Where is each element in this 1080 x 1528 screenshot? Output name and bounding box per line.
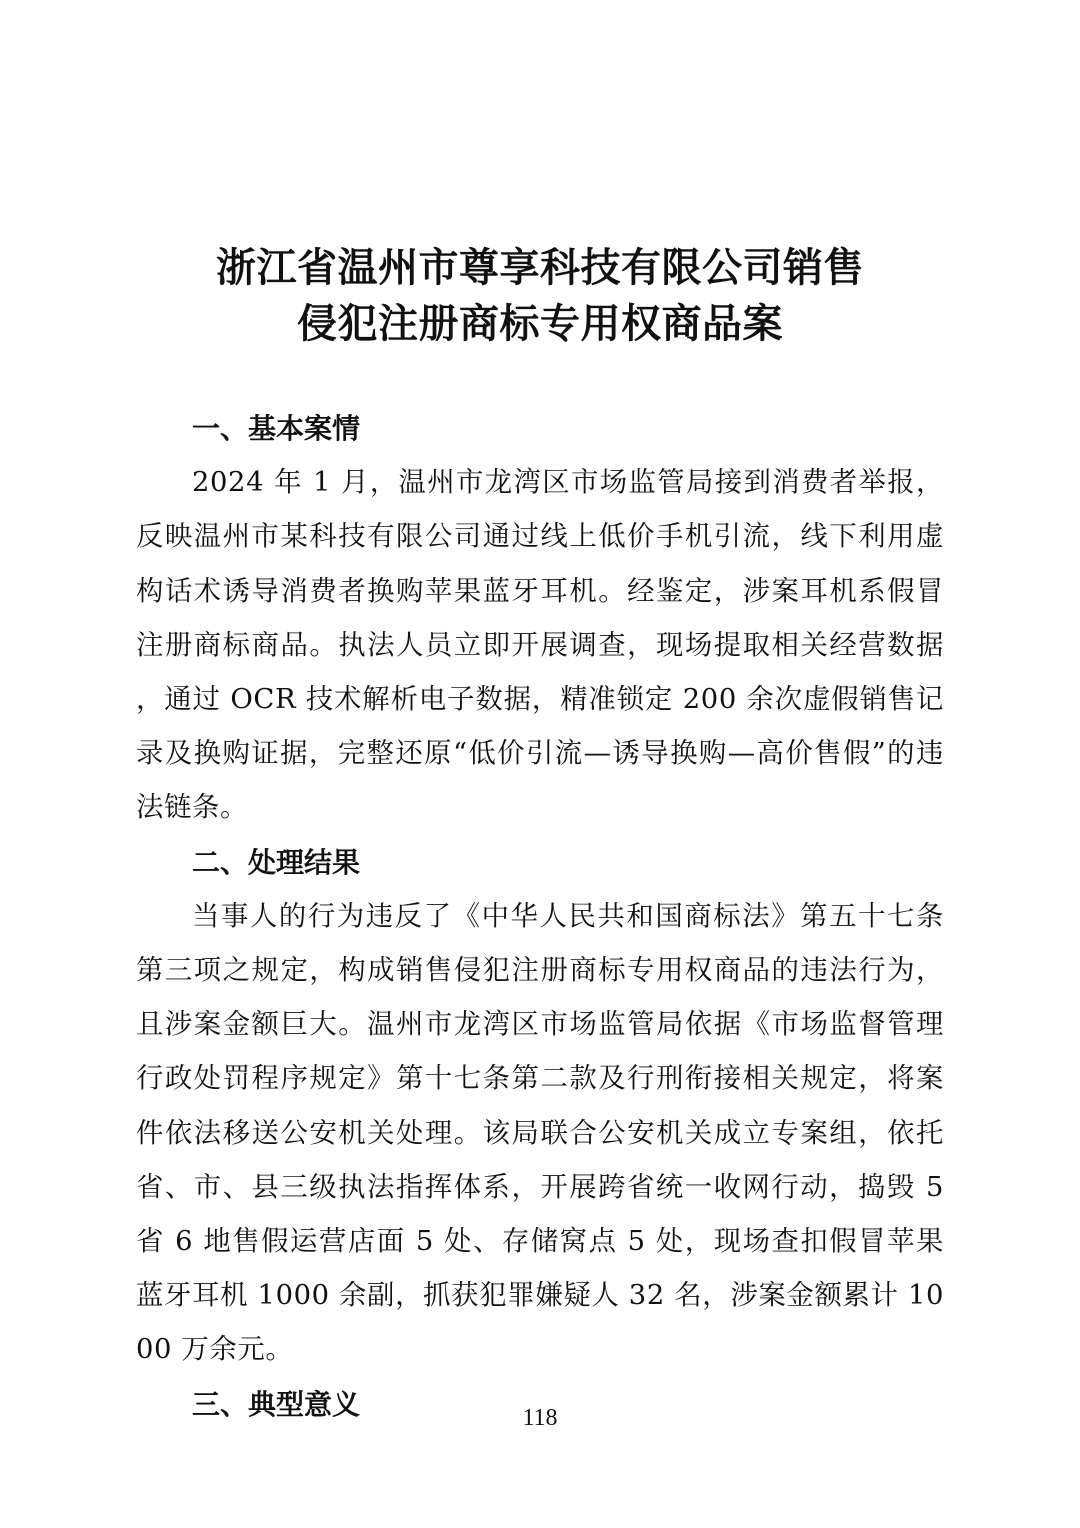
document-title	[130, 240, 950, 352]
title-line-1: 浙江省温州市尊享科技有限公司销售	[216, 244, 864, 291]
section-heading-significance: 三、典型意义	[192, 1387, 361, 1421]
section-body-basic-facts: 2024 年 1 月，温州市龙湾区市场监管局接到消费者举报，反映温州市某科技有限公司通过线上低价手机引流，线下利用虚构话术诱导消费者换购苹果蓝牙耳机。经鉴定，涉案耳机系假冒注册商标商品。执法人员立即开展调查，现场提取相关经营数据，通过 OCR 技术解析电子数据，精准锁定 200 余次虚假销售记录及换购证据，完整还原“低价引流—诱导换购—高价售假”的违法链条。	[136, 467, 944, 824]
section-heading-basic-facts: 一、基本案情	[192, 412, 361, 445]
title-line-2: 侵犯注册商标专用权商品案	[297, 300, 783, 347]
page-number: 118	[522, 1405, 558, 1431]
document-body	[136, 402, 944, 1432]
section-body-handling-result: 当事人的行为违反了《中华人民共和国商标法》第五十七条第三项之规定，构成销售侵犯注册商标专用权商品的违法行为，且涉案金额巨大。温州市龙湾区市场监管局依据《市场监督管理行政处罚程序规定》第十七条第二款及行刑衔接相关规定，将案件依法移送公安机关处理。该局联合公安机关成立专案组，依托省、市、县三级执法指挥体系，开展跨省统一收网行动，捣毁 5 省 6 地售假运营店面 5 处、存储窝点 5 处，现场查扣假冒苹果蓝牙耳机 1000 余副，抓获犯罪嫌疑人 32 名，涉案金额累计 1000 万余元。	[136, 900, 944, 1366]
section-heading-handling-result: 二、处理结果	[192, 845, 361, 879]
